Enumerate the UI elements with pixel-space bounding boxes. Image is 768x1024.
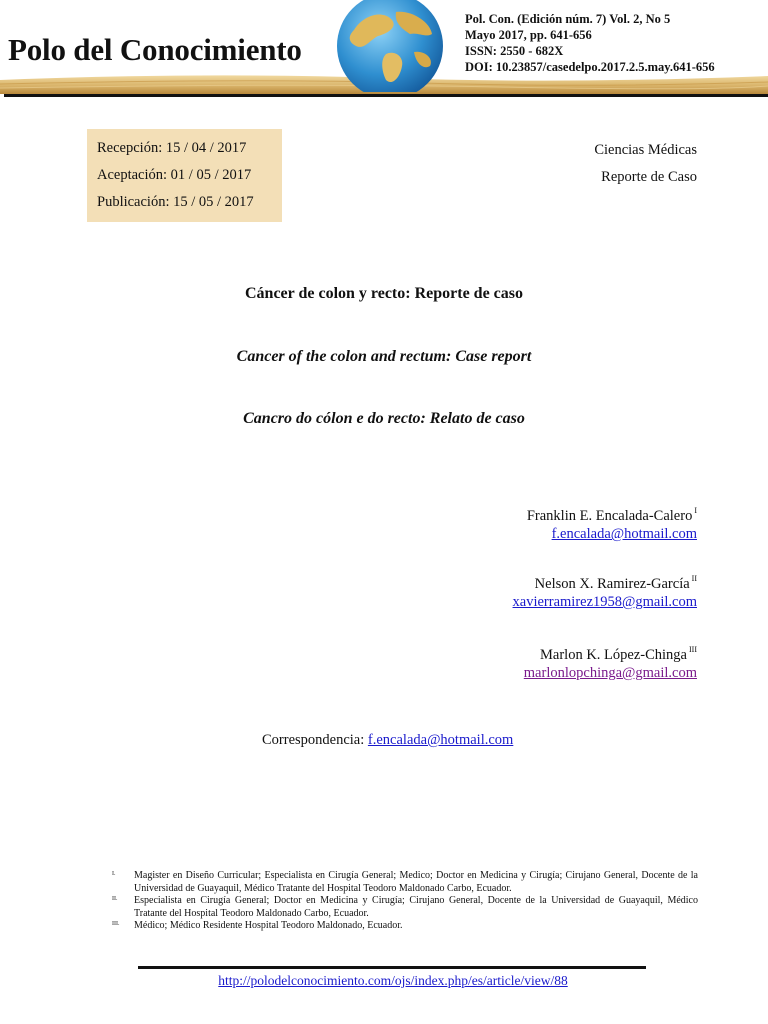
author-block — [527, 502, 697, 543]
journal-doi: DOI: 10.23857/casedelpo.2017.2.5.may.641-656 — [465, 60, 715, 74]
reception-date: Recepción: 15 / 04 / 2017 — [97, 140, 247, 156]
journal-citation: Pol. Con. (Edición núm. 7) Vol. 2, No 5 — [465, 12, 671, 26]
author-name: Nelson X. Ramirez-García — [534, 576, 690, 592]
author-email-link[interactable]: f.encalada@hotmail.com — [551, 526, 697, 542]
title-english: Cancer of the colon and rectum: Case report — [236, 348, 532, 365]
footnote — [112, 870, 698, 895]
title-spanish: Cáncer de colon y recto: Reporte de caso — [245, 285, 523, 302]
footnote-text: Especialista en Cirugía General; Doctor en Medicina y Cirugía; Cirujano General, Docente de la Universidad de Guayaquil, Médico Tratante del Hospital Teodoro Maldonado Carbo, Ecuador. — [134, 895, 698, 919]
globe-icon — [334, 0, 446, 92]
footnote-mark: II. — [112, 896, 118, 902]
author-name: Marlon K. López-Chinga — [540, 647, 687, 663]
correspondence-email-link[interactable]: f.encalada@hotmail.com — [367, 732, 514, 748]
author-block — [524, 641, 697, 682]
journal-issue-date: Mayo 2017, pp. 641-656 — [465, 28, 592, 42]
correspondence-label: Correspondencia: — [262, 732, 368, 748]
author-affiliation-mark: III — [689, 645, 697, 654]
footnote-text: Médico; Médico Residente Hospital Teodoro Maldonado, Ecuador. — [134, 920, 403, 931]
title-portuguese: Cancro do cólon e do recto: Relato de caso — [243, 410, 525, 427]
footnote — [112, 895, 698, 920]
dates-box — [87, 129, 282, 222]
author-affiliation-mark: I — [694, 506, 697, 515]
footnote-mark: III. — [112, 921, 120, 927]
publication-date: Publicación: 15 / 05 / 2017 — [97, 194, 254, 210]
journal-issn: ISSN: 2550 - 682X — [465, 44, 564, 58]
article-section — [594, 137, 697, 191]
author-email-link[interactable]: xavierramirez1958@gmail.com — [512, 594, 697, 610]
journal-meta — [465, 11, 715, 75]
author-email-link[interactable]: marlonlopchinga@gmail.com — [523, 665, 697, 681]
footnote-text: Magister en Diseño Curricular; Especialista en Cirugía General; Medico; Doctor en Medicina y Cirugía; Cirujano General, Docente de la Universidad de Guayaquil, Médico Tratante del Hospital Teodoro Maldonado Carbo, Ecuador. — [134, 870, 698, 894]
journal-header — [0, 0, 768, 100]
footer-divider — [138, 966, 646, 969]
acceptance-date: Aceptación: 01 / 05 / 2017 — [97, 167, 252, 183]
author-name: Franklin E. Encalada-Calero — [526, 508, 693, 524]
footnote-mark: I. — [112, 871, 116, 877]
article-url-link[interactable]: http://polodelconocimiento.com/ojs/index.php/es/article/view/88 — [218, 973, 568, 988]
correspondence — [262, 732, 513, 749]
journal-name: Polo del Conocimiento — [8, 32, 302, 67]
section-area: Ciencias Médicas — [594, 142, 697, 158]
author-affiliation-mark: II — [691, 574, 697, 583]
author-block — [513, 570, 697, 611]
section-type: Reporte de Caso — [601, 169, 697, 185]
footnote — [112, 920, 698, 933]
footer-url-container — [0, 973, 768, 989]
affiliation-footnotes — [112, 870, 698, 933]
